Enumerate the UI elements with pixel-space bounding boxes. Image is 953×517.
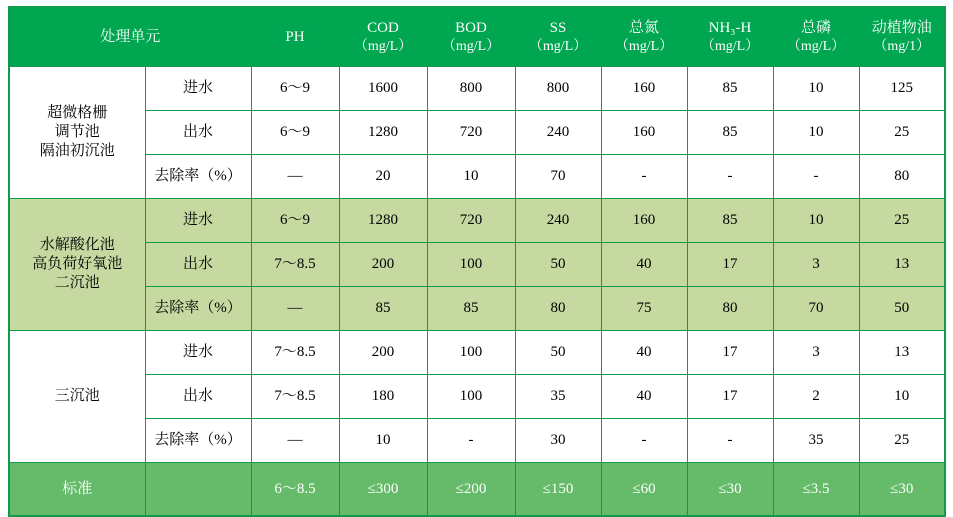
cell-oil: 25 <box>859 419 945 463</box>
cell-bod: 10 <box>427 155 515 199</box>
table-row <box>9 375 945 419</box>
row-type: 出水 <box>145 375 251 419</box>
cell-cod: 20 <box>339 155 427 199</box>
header-unit: （mg/1） <box>873 38 931 54</box>
header-cell-unit <box>9 7 251 67</box>
table-row <box>9 67 945 111</box>
standard-tn: ≤60 <box>601 463 687 517</box>
group-label-line: 调节池 <box>54 124 100 141</box>
cell-nh3: 17 <box>687 331 773 375</box>
cell-oil: 80 <box>859 155 945 199</box>
cell-ph: — <box>251 287 339 331</box>
header-label: 处理单元 <box>100 28 161 45</box>
header-cell-ss <box>515 7 601 67</box>
cell-bod: - <box>427 419 515 463</box>
cell-tn: - <box>601 419 687 463</box>
cell-tp: 3 <box>773 331 859 375</box>
table-row <box>9 419 945 463</box>
standard-ph: 6～8.5 <box>251 463 339 517</box>
header-unit: （mg/L） <box>786 38 846 54</box>
header-unit: （mg/L） <box>528 38 588 54</box>
cell-nh3: 17 <box>687 375 773 419</box>
standard-ss: ≤150 <box>515 463 601 517</box>
cell-tp: 70 <box>773 287 859 331</box>
standard-row <box>9 463 945 517</box>
cell-tn: 40 <box>601 375 687 419</box>
header-unit: （mg/L） <box>700 38 760 54</box>
header-label: 动植物油 <box>871 19 932 36</box>
cell-tp: 3 <box>773 243 859 287</box>
cell-cod: 1280 <box>339 111 427 155</box>
standard-cod: ≤300 <box>339 463 427 517</box>
cell-nh3: 17 <box>687 243 773 287</box>
standard-oil: ≤30 <box>859 463 945 517</box>
row-type: 去除率（%） <box>145 155 251 199</box>
standard-nh3: ≤30 <box>687 463 773 517</box>
header-label: SS <box>549 19 567 36</box>
standard-tp: ≤3.5 <box>773 463 859 517</box>
cell-tn: 40 <box>601 331 687 375</box>
cell-tp: 10 <box>773 111 859 155</box>
cell-nh3: - <box>687 419 773 463</box>
table-row <box>9 199 945 243</box>
cell-tp: - <box>773 155 859 199</box>
cell-oil: 25 <box>859 111 945 155</box>
cell-ph: 7～8.5 <box>251 331 339 375</box>
cell-nh3: 85 <box>687 111 773 155</box>
cell-nh3: 80 <box>687 287 773 331</box>
cell-tn: 40 <box>601 243 687 287</box>
cell-ss: 800 <box>515 67 601 111</box>
cell-bod: 85 <box>427 287 515 331</box>
cell-tp: 35 <box>773 419 859 463</box>
standard-blank <box>145 463 251 517</box>
cell-bod: 720 <box>427 111 515 155</box>
cell-ss: 80 <box>515 287 601 331</box>
standard-bod: ≤200 <box>427 463 515 517</box>
cell-nh3: 85 <box>687 67 773 111</box>
header-label: BOD <box>455 19 487 36</box>
header-label: COD <box>367 19 399 36</box>
cell-cod: 85 <box>339 287 427 331</box>
row-type: 进水 <box>145 199 251 243</box>
cell-ss: 70 <box>515 155 601 199</box>
cell-ss: 50 <box>515 331 601 375</box>
cell-tn: 75 <box>601 287 687 331</box>
cell-ph: 6～9 <box>251 199 339 243</box>
row-type: 进水 <box>145 67 251 111</box>
header-label: 总氮 <box>629 19 660 36</box>
cell-tn: - <box>601 155 687 199</box>
table-row <box>9 287 945 331</box>
cell-nh3: - <box>687 155 773 199</box>
cell-ph: 6～9 <box>251 67 339 111</box>
header-cell-tn <box>601 7 687 67</box>
header-unit: （mg/L） <box>353 38 413 54</box>
cell-ss: 240 <box>515 111 601 155</box>
group-label-3 <box>9 331 145 463</box>
cell-tp: 10 <box>773 199 859 243</box>
table-row <box>9 331 945 375</box>
cell-bod: 100 <box>427 243 515 287</box>
cell-bod: 100 <box>427 375 515 419</box>
cell-ss: 240 <box>515 199 601 243</box>
header-label: 总磷 <box>801 19 832 36</box>
cell-ph: 6～9 <box>251 111 339 155</box>
header-label: PH <box>285 28 305 45</box>
row-type: 进水 <box>145 331 251 375</box>
cell-oil: 25 <box>859 199 945 243</box>
standard-label: 标准 <box>9 463 145 517</box>
header-unit: （mg/L） <box>614 38 674 54</box>
header-cell-bod <box>427 7 515 67</box>
cell-oil: 50 <box>859 287 945 331</box>
cell-cod: 1600 <box>339 67 427 111</box>
row-type: 出水 <box>145 111 251 155</box>
table-row <box>9 243 945 287</box>
cell-oil: 125 <box>859 67 945 111</box>
cell-oil: 13 <box>859 331 945 375</box>
group-label-line: 隔油初沉池 <box>39 142 115 159</box>
group-label-1 <box>9 67 145 199</box>
header-unit: （mg/L） <box>441 38 501 54</box>
cell-cod: 1280 <box>339 199 427 243</box>
header-cell-ph <box>251 7 339 67</box>
row-type: 去除率（%） <box>145 287 251 331</box>
header-cell-nh3 <box>687 7 773 67</box>
cell-cod: 180 <box>339 375 427 419</box>
water-quality-table <box>8 6 946 517</box>
cell-bod: 100 <box>427 331 515 375</box>
cell-ph: — <box>251 419 339 463</box>
row-type: 出水 <box>145 243 251 287</box>
group-label-line: 高负荷好氧池 <box>32 256 123 273</box>
cell-ph: 7～8.5 <box>251 375 339 419</box>
cell-tn: 160 <box>601 199 687 243</box>
cell-ss: 35 <box>515 375 601 419</box>
group-label-line: 二沉池 <box>54 274 100 291</box>
group-label-line: 超微格栅 <box>47 105 108 122</box>
cell-oil: 13 <box>859 243 945 287</box>
cell-bod: 800 <box>427 67 515 111</box>
header-cell-oil <box>859 7 945 67</box>
table-header-row <box>9 7 945 67</box>
cell-ph: 7～8.5 <box>251 243 339 287</box>
table-row <box>9 111 945 155</box>
group-label-line: 三沉池 <box>54 388 100 405</box>
cell-tp: 2 <box>773 375 859 419</box>
cell-ph: — <box>251 155 339 199</box>
header-cell-cod <box>339 7 427 67</box>
row-type: 去除率（%） <box>145 419 251 463</box>
cell-ss: 50 <box>515 243 601 287</box>
cell-nh3: 85 <box>687 199 773 243</box>
group-label-line: 水解酸化池 <box>39 237 115 254</box>
cell-cod: 200 <box>339 331 427 375</box>
cell-bod: 720 <box>427 199 515 243</box>
cell-cod: 10 <box>339 419 427 463</box>
cell-oil: 10 <box>859 375 945 419</box>
table-row <box>9 155 945 199</box>
group-label-2 <box>9 199 145 331</box>
cell-tn: 160 <box>601 67 687 111</box>
cell-tn: 160 <box>601 111 687 155</box>
header-cell-tp <box>773 7 859 67</box>
cell-tp: 10 <box>773 67 859 111</box>
header-label: NH₃-H <box>708 19 752 36</box>
cell-ss: 30 <box>515 419 601 463</box>
cell-cod: 200 <box>339 243 427 287</box>
